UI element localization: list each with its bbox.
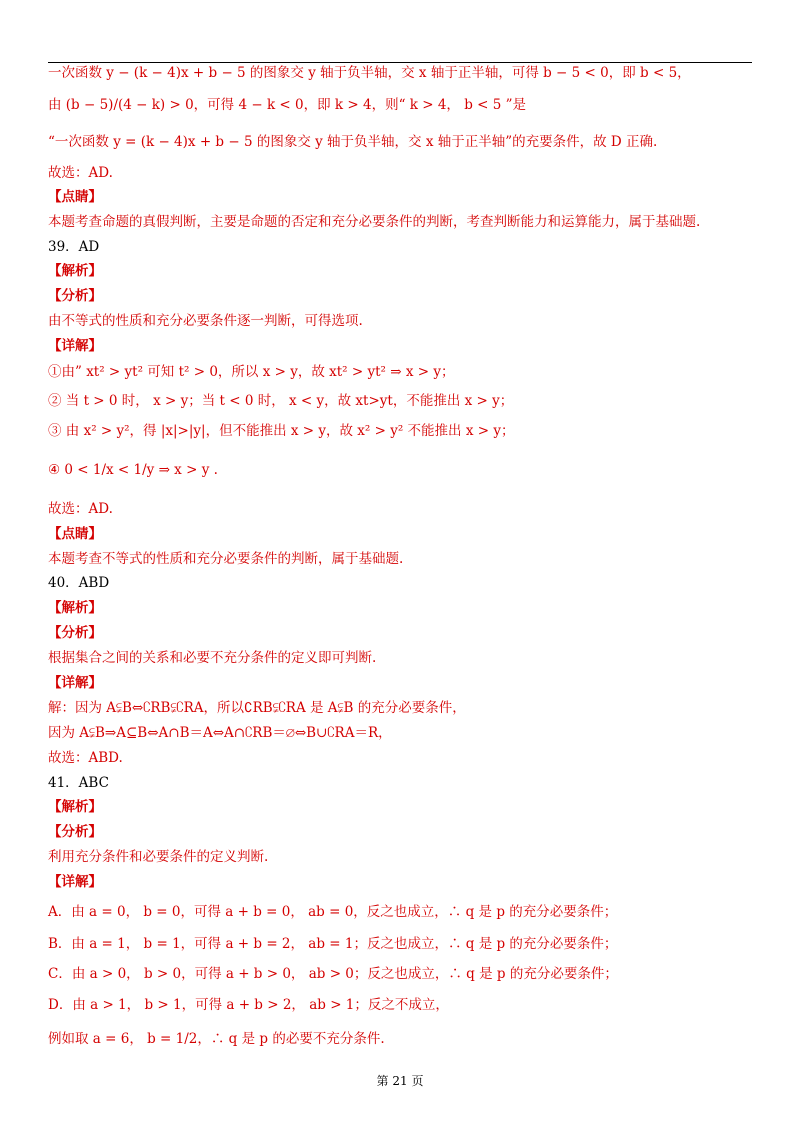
section-heading: 【解析】 [48,263,102,279]
text-line: “一次函数 y = (k − 4)x + b − 5 的图象交 y 轴于负半轴，交 x 轴于正半轴”的充要条件，故 D 正确. [48,134,658,150]
text-line: 本题考查命题的真假判断，主要是命题的否定和充分必要条件的判断，考查判断能力和运算能力，属于基础题. [48,214,701,230]
page-number: 第 21 页 [376,1074,424,1088]
section-heading: 【详解】 [48,338,102,354]
section-heading: 【解析】 [48,600,102,616]
section-heading: 【分析】 [48,625,102,641]
text-line: 解：因为 A⫋B⇔∁RB⫋∁RA，所以∁RB⫋∁RA 是 A⫋B 的充分必要条件， [48,700,466,716]
text-line: 根据集合之间的关系和必要不充分条件的定义即可判断. [48,650,377,666]
text-line: 例如取 a = 6， b = 1/2，∴ q 是 p 的必要不充分条件. [48,1031,385,1047]
section-heading: 【点睛】 [48,189,102,205]
section-heading: 【解析】 [48,799,102,815]
text-line: 利用充分条件和必要条件的定义判断. [48,849,269,865]
text-line: ①由” xt² > yt² 可知 t² > 0，所以 x > y，故 xt² > yt² ⇒ x > y； [48,364,455,380]
text-line: ③ 由 x² > y²，得 |x|>|y|，但不能推出 x > y，故 x² > y² 不能推出 x > y； [48,423,515,439]
text-line: B．由 a = 1， b = 1，可得 a + b = 2， ab = 1；反之也成立，∴ q 是 p 的充分必要条件； [48,936,618,952]
header-rule [48,62,752,63]
text-line: C．由 a > 0， b > 0，可得 a + b > 0， ab > 0；反之也成立，∴ q 是 p 的充分必要条件； [48,966,618,982]
text-line: ② 当 t > 0 时， x > y；当 t < 0 时， x < y，故 xt>yt，不能推出 x > y； [48,393,514,409]
section-heading: 【详解】 [48,675,102,691]
question-answer: 41．ABC [48,775,109,791]
text-line: 故选：AD. [48,501,113,517]
question-answer: 39．AD [48,239,100,255]
text-line: D．由 a > 1， b > 1，可得 a + b > 2， ab > 1；反之不成立， [48,997,449,1013]
text-line: A．由 a = 0， b = 0，可得 a + b = 0， ab = 0，反之也成立，∴ q 是 p 的充分必要条件； [48,904,618,920]
text-line: 故选：ABD. [48,750,123,766]
question-answer: 40．ABD [48,575,110,591]
section-heading: 【分析】 [48,288,102,304]
text-line: 因为 A⫋B⇒A⊆B⇔A∩B＝A⇔A∩∁RB＝∅⇔B∪∁RA＝R， [48,725,392,741]
section-heading: 【分析】 [48,824,102,840]
text-line: 由 (b − 5)/(4 − k) > 0，可得 4 − k < 0，即 k > 4，则“ k > 4， b < 5 ”是 [48,97,527,113]
text-line: ④ 0 < 1/x < 1/y ⇒ x > y . [48,462,218,478]
text-line: 故选：AD. [48,165,113,181]
text-line: 由不等式的性质和充分必要条件逐一判断，可得选项. [48,313,363,329]
text-line: 一次函数 y − (k − 4)x + b − 5 的图象交 y 轴于负半轴，交 x 轴于正半轴，可得 b − 5 < 0，即 b < 5， [48,65,691,81]
text-line: 本题考查不等式的性质和充分必要条件的判断，属于基础题. [48,551,404,567]
section-heading: 【点睛】 [48,526,102,542]
section-heading: 【详解】 [48,874,102,890]
